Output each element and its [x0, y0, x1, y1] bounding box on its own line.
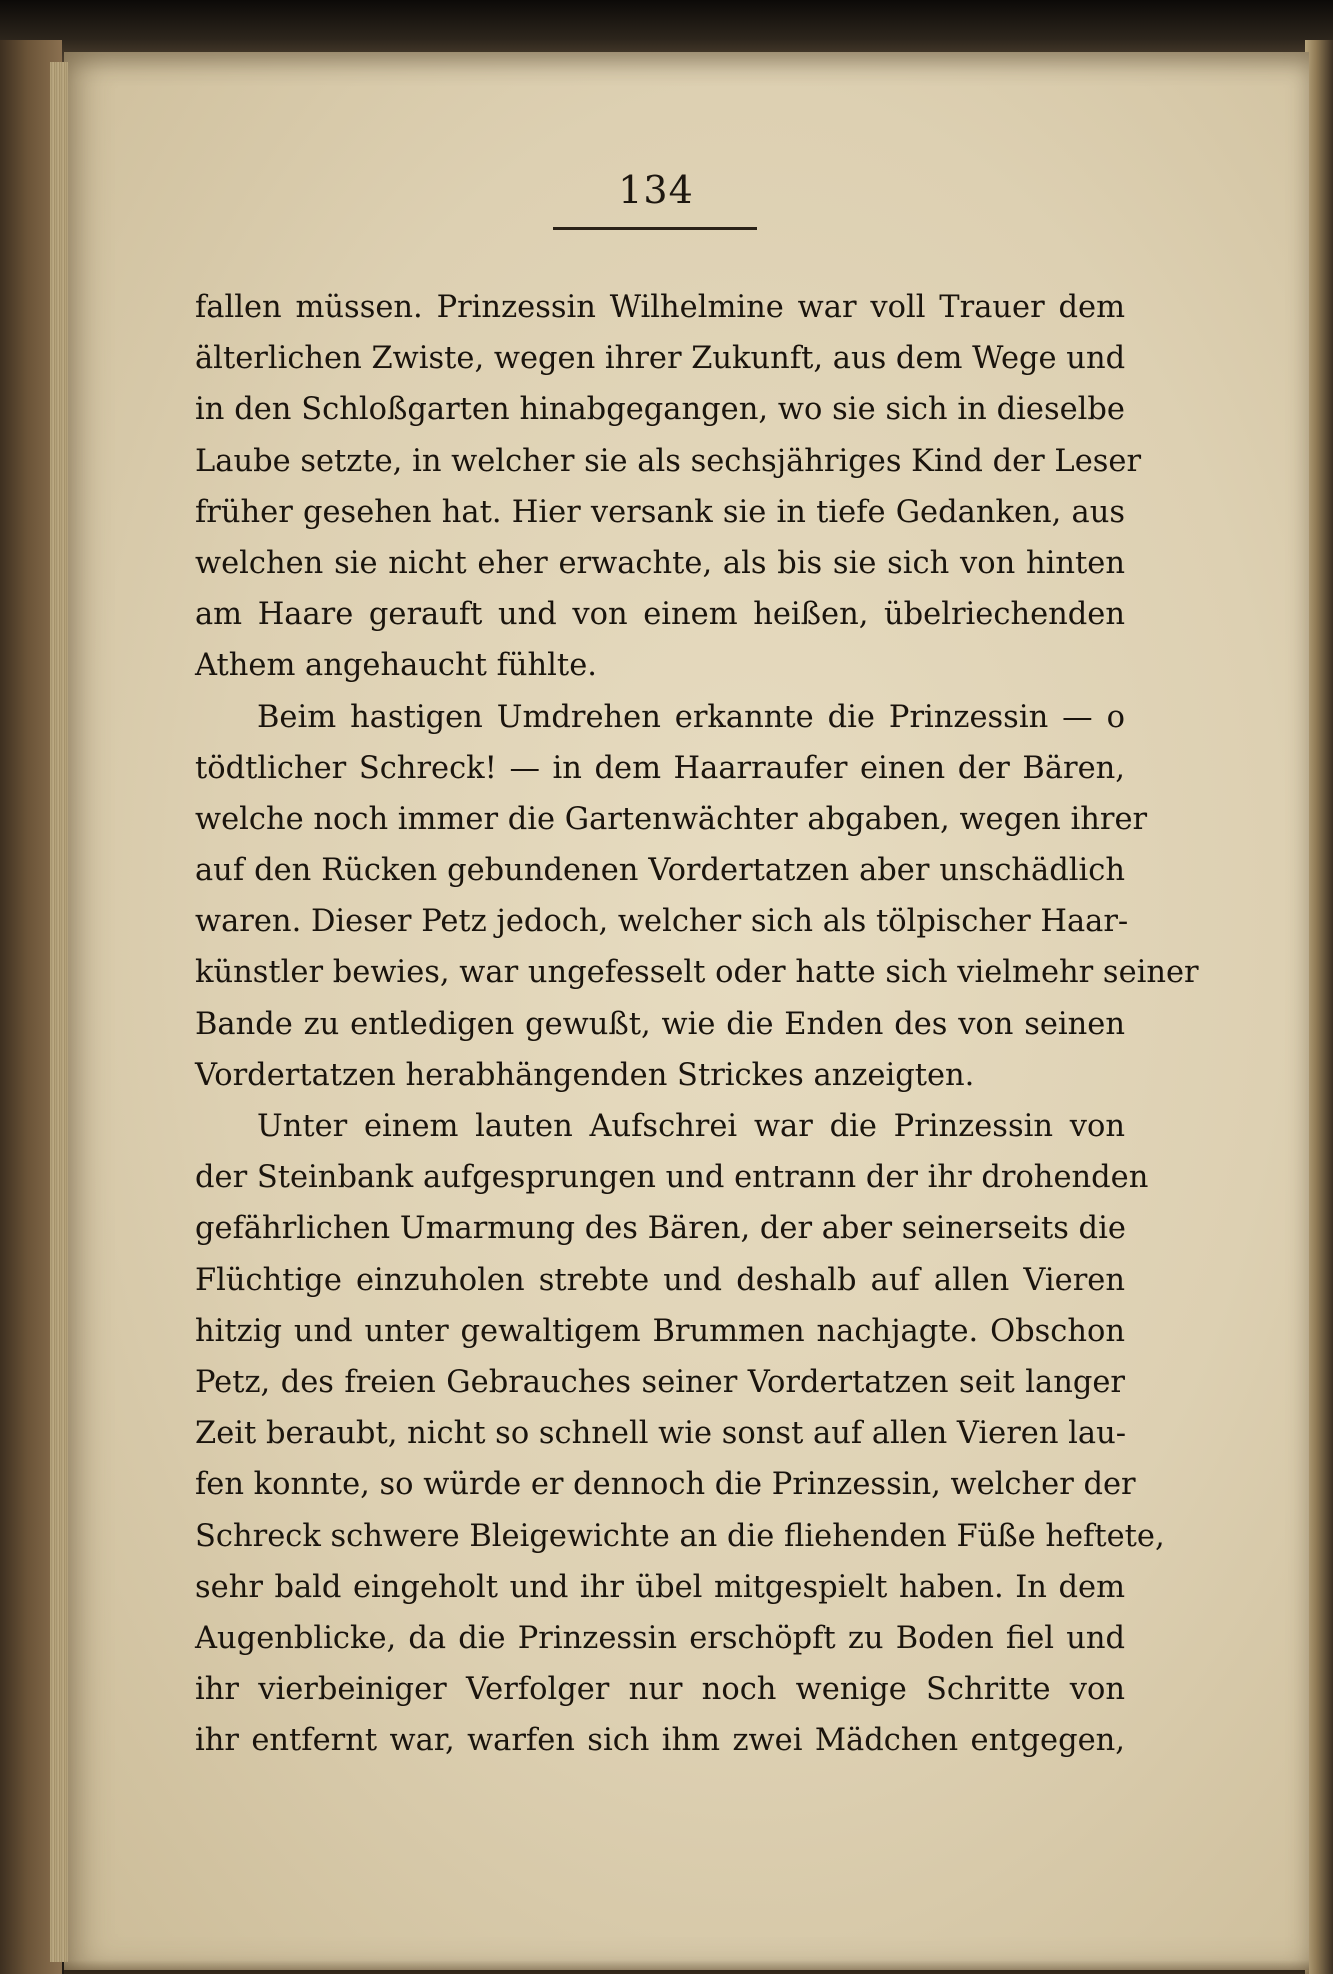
text-line: früher gesehen hat. Hier versank sie in tiefe Gedanken, aus	[195, 494, 1125, 530]
text-line: künstler bewies, war ungefesselt oder hatte sich vielmehr seiner	[195, 955, 1199, 991]
text-line: fen konnte, so würde er dennoch die Prinzessin, welcher der	[195, 1467, 1136, 1503]
text-line: auf den Rücken gebundenen Vordertatzen aber unschädlich	[195, 853, 1125, 889]
text-line: welche noch immer die Gartenwächter abgaben, wegen ihrer	[195, 801, 1148, 837]
body-text	[195, 282, 1199, 1766]
page-bottom-shadow	[64, 1960, 1309, 1974]
text-line: älterlichen Zwiste, wegen ihrer Zukunft, aus dem Wege und	[195, 341, 1126, 377]
text-line: Petz, des freien Gebrauches seiner Vordertatzen seit langer	[195, 1364, 1125, 1400]
text-line: am Haare gerauft und von einem heißen, übelriechenden	[195, 597, 1125, 633]
text-line: gefährlichen Umarmung des Bären, der aber seinerseits die	[195, 1211, 1126, 1247]
text-line: Schreck schwere Bleigewichte an die fliehenden Füße heftete,	[195, 1518, 1165, 1554]
text-line: hitzig und unter gewaltigem Brummen nachjagte. Obschon	[195, 1313, 1125, 1349]
text-line: sehr bald eingeholt und ihr übel mitgespielt haben. In dem	[195, 1569, 1125, 1605]
text-line: Bande zu entledigen gewußt, wie die Enden des von seinen	[195, 1006, 1125, 1042]
book-page-edges-right	[1305, 40, 1333, 1974]
text-line: Vordertatzen herabhängenden Strickes anzeigten.	[195, 1057, 975, 1093]
text-line: waren. Dieser Petz jedoch, welcher sich als tölpischer Haar-	[195, 904, 1129, 940]
text-line: der Steinbank aufgesprungen und entrann der ihr drohenden	[195, 1160, 1149, 1196]
text-line: fallen müssen. Prinzessin Wilhelmine war voll Trauer dem	[195, 290, 1125, 325]
text-line: Laube setzte, in welcher sie als sechsjähriges Kind der Leser	[195, 443, 1142, 479]
text-line: in den Schloßgarten hinabgegangen, wo sie sich in dieselbe	[195, 392, 1125, 428]
text-line: Flüchtige einzuholen strebte und deshalb auf allen Vieren	[195, 1262, 1125, 1298]
text-line: welchen sie nicht eher erwachte, als bis sie sich von hinten	[195, 545, 1125, 581]
text-line: Beim hastigen Umdrehen erkannte die Prinzessin — o	[257, 699, 1125, 735]
book-page-edges-left	[50, 62, 68, 1962]
text-line: Zeit beraubt, nicht so schnell wie sonst auf allen Vieren lau-	[195, 1416, 1127, 1452]
text-line: ihr vierbeiniger Verfolger nur noch wenige Schritte von	[195, 1672, 1125, 1708]
text-line: ihr entfernt war, warfen sich ihm zwei Mädchen entgegen,	[195, 1723, 1125, 1759]
page-number-rule	[553, 227, 757, 230]
text-line: Augenblicke, da die Prinzessin erschöpft zu Boden fiel und	[195, 1620, 1125, 1656]
text-line: Athem angehaucht fühlte.	[195, 648, 597, 684]
text-line: Unter einem lauten Aufschrei war die Prinzessin von	[257, 1109, 1125, 1144]
text-line: tödtlicher Schreck! — in dem Haarraufer einen der Bären,	[195, 750, 1125, 786]
page-number: 134	[618, 168, 694, 212]
